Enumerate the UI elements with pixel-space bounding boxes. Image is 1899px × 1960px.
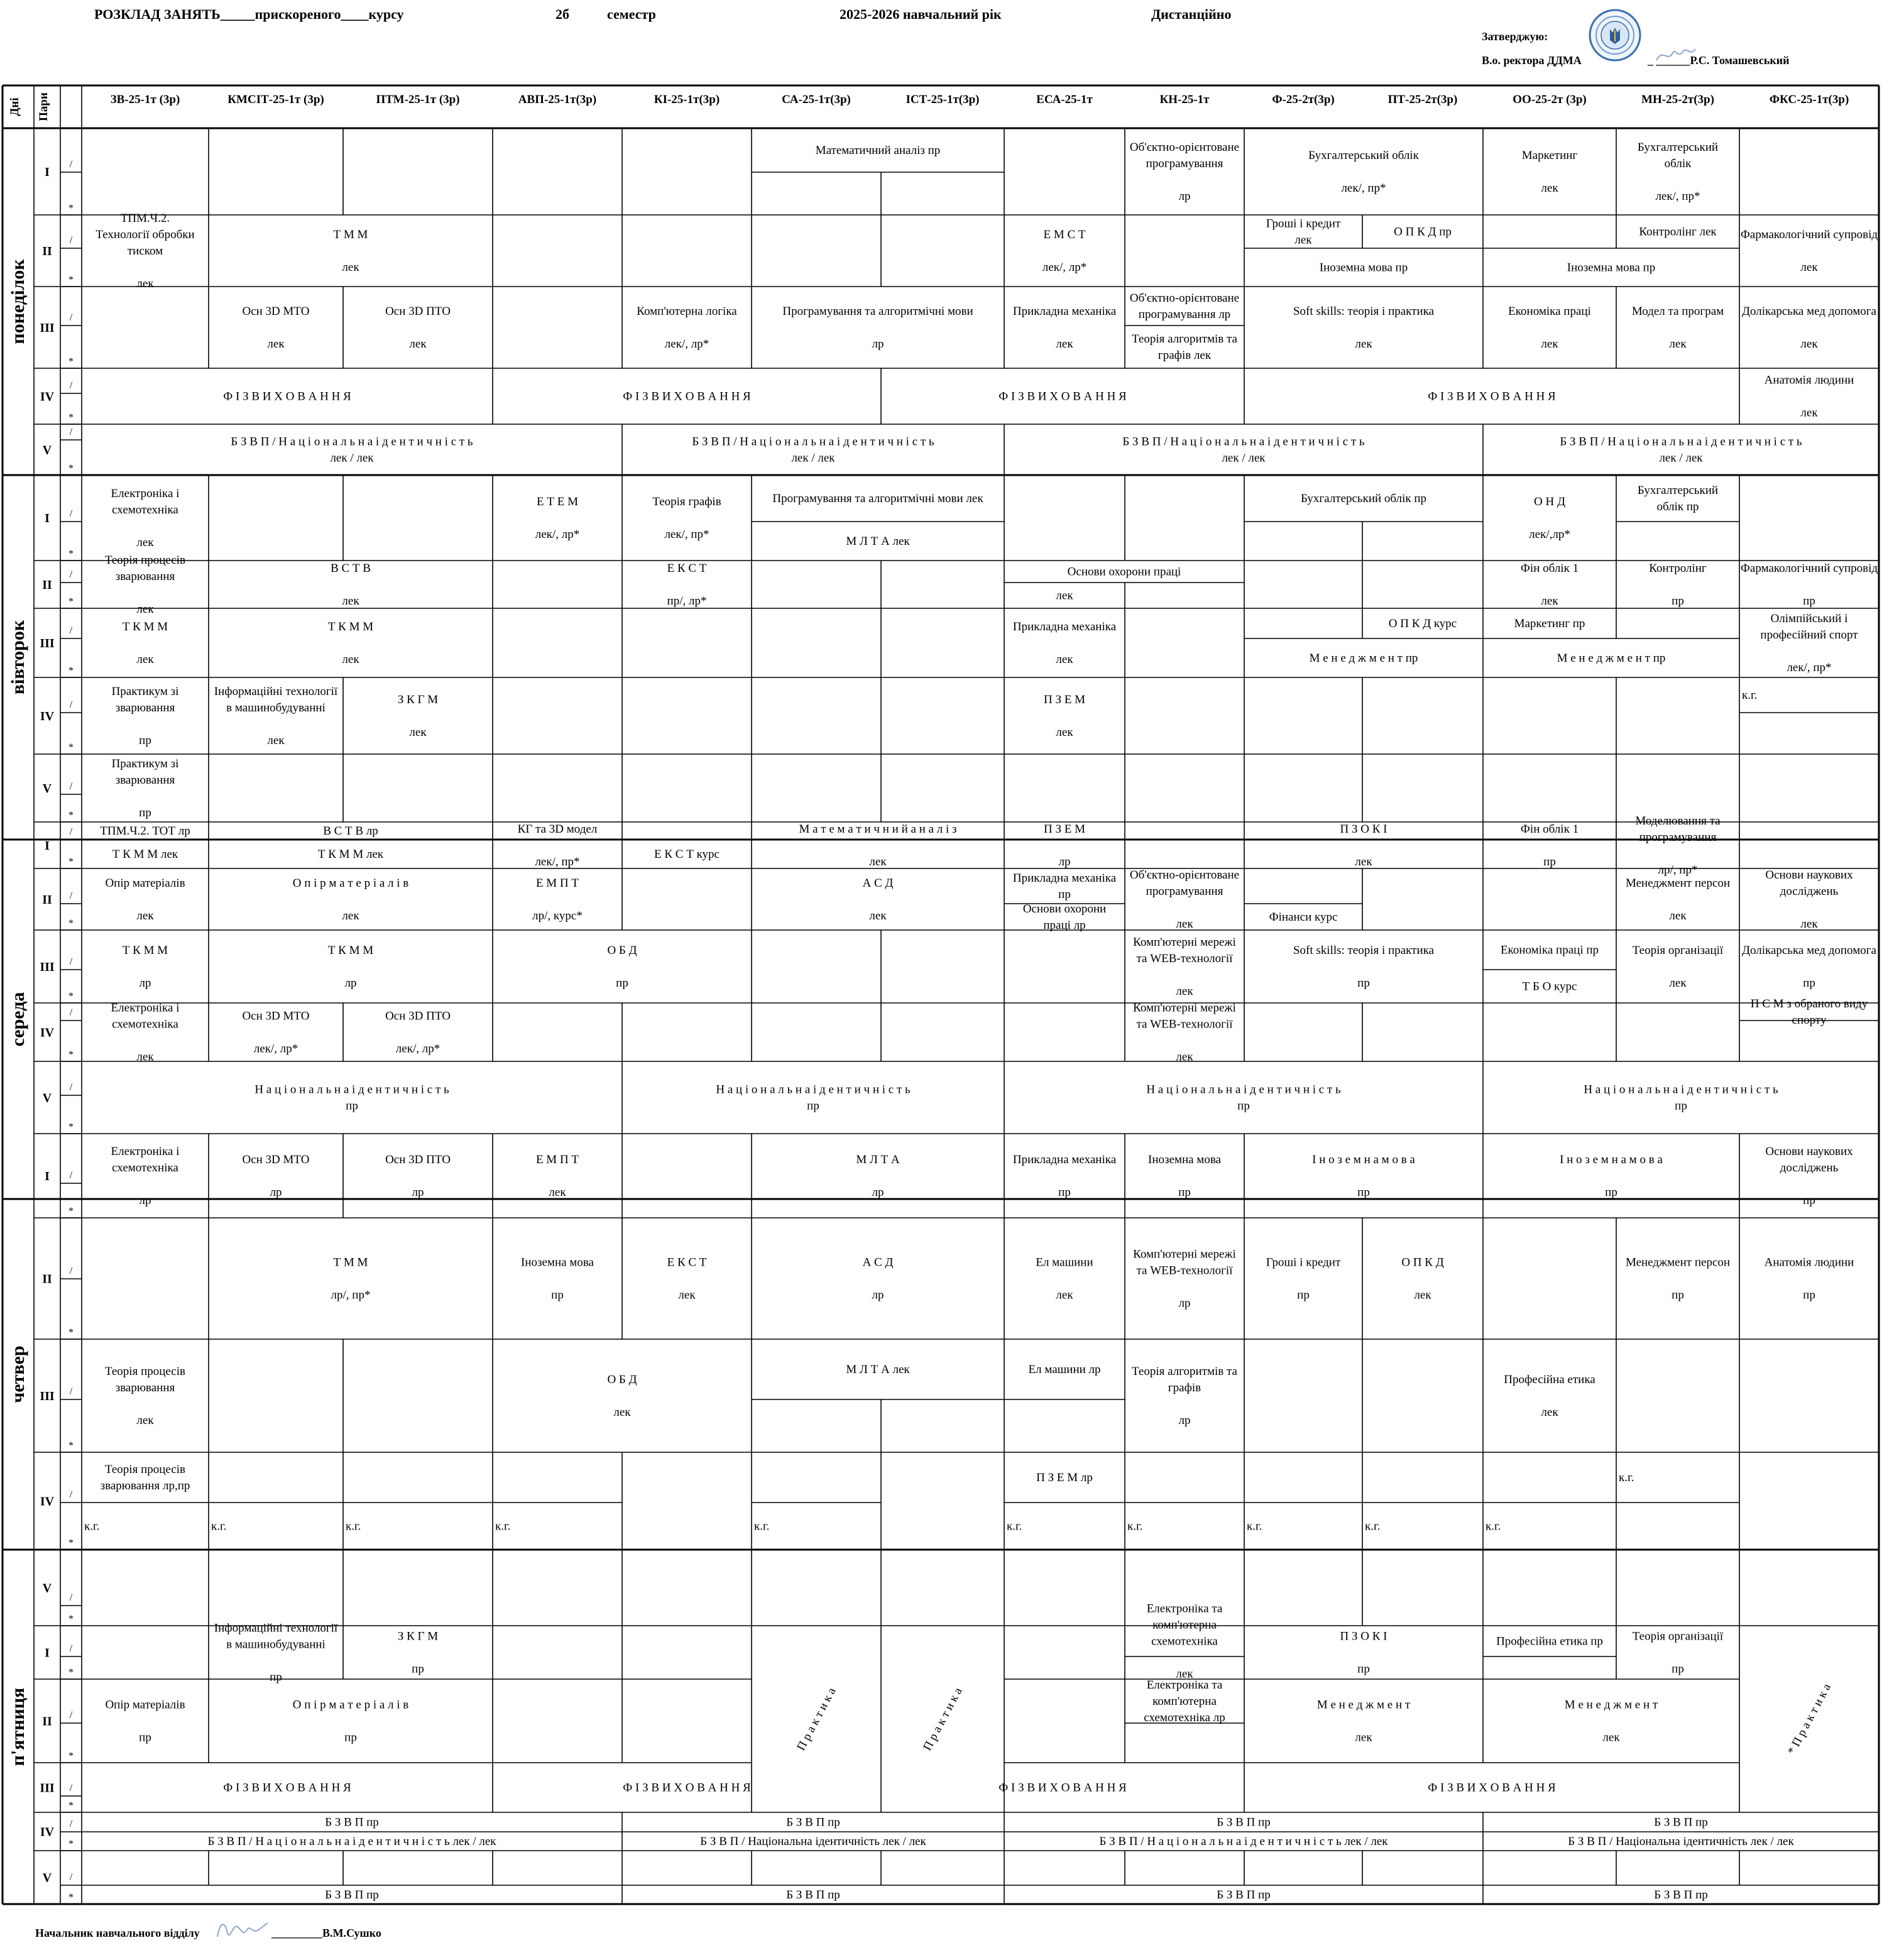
class-entry: М е н е д ж м е н т пр xyxy=(1309,652,1418,665)
week-mark-even: * xyxy=(68,1049,74,1060)
class-entry: Професійна етика пр xyxy=(1496,1634,1603,1648)
class-entry: Т К М М лек xyxy=(327,620,374,666)
class-entry: Б З В П / Н а ц і о н а л ь н а і д е н т и ч н і с т ь лек / лек xyxy=(231,435,473,465)
class-entry: Б З В П пр xyxy=(325,1888,379,1902)
class-entry: Електроніка і схемотехніка лр xyxy=(111,1145,180,1207)
footer-name: _________В.М.Сушко xyxy=(271,1927,381,1939)
class-entry: * П р а к т и к а xyxy=(1785,1681,1834,1757)
week-mark-even: * xyxy=(68,412,74,423)
class-entry: Б З В П / Н а ц і о н а л ь н а і д е н т и ч н і с т ь лек / лек xyxy=(1560,435,1802,465)
group-header: Ф-25-2т(3р) xyxy=(1272,93,1335,106)
study-mode: Дистанційно xyxy=(1151,6,1232,22)
class-entry: к.г. xyxy=(1365,1519,1381,1533)
pair-number: III xyxy=(40,321,55,335)
class-entry: к.г. xyxy=(1007,1519,1022,1533)
class-entry: к.г. xyxy=(211,1519,227,1533)
group-header: КІ-25-1т(3р) xyxy=(654,93,720,106)
week-mark-odd: / xyxy=(69,569,73,580)
class-entry: Ф І З В И Х О В А Н Н Я xyxy=(223,390,351,403)
pair-number: II xyxy=(42,1272,52,1286)
pair-number: IV xyxy=(40,709,55,723)
class-entry: Основи наукових досліджень пр xyxy=(1765,1145,1853,1207)
class-entry: Б З В П / Національна ідентичність лек / лек xyxy=(700,1835,926,1848)
class-entry: Іноземна мова пр xyxy=(1567,261,1656,275)
week-mark-odd: / xyxy=(69,781,73,792)
week-mark-odd: / xyxy=(69,380,73,391)
class-entry: Комп'ютерна логіка лек/, лр* xyxy=(637,305,737,351)
week-mark-even: * xyxy=(68,203,74,214)
class-entry: Н а ц і о н а л ь н а і д е н т и ч н і с т ь пр xyxy=(1146,1083,1341,1113)
class-entry: Е К С Т лек xyxy=(667,1256,707,1302)
week-mark-odd: / xyxy=(69,1386,73,1397)
class-entry: Анатомія людини пр xyxy=(1764,1256,1854,1302)
class-entry: Т К М М лр xyxy=(122,944,168,990)
group-header: ОО-25-2т (3р) xyxy=(1513,93,1587,106)
approval-label: Затверджую: xyxy=(1482,30,1548,43)
class-entry: Б З В П / Н а ц і о н а л ь н а і д е н т и ч н і с т ь лек / лек xyxy=(207,1835,496,1848)
class-entry: Модел та програм лек xyxy=(1631,305,1724,351)
class-entry: П З О К І пр xyxy=(1340,1629,1387,1676)
group-header: СА-25-1т(3р) xyxy=(782,93,851,106)
class-entry: Електроніка та комп'ютерна схемотехніка лр xyxy=(1144,1678,1225,1724)
class-entry: Т М М лек xyxy=(333,228,368,274)
class-entry: Електроніка і схемотехніка лек xyxy=(111,1001,180,1064)
pair-number: III xyxy=(40,637,55,650)
week-mark-odd: / xyxy=(69,312,73,323)
pair-number: V xyxy=(42,1091,52,1105)
class-entry: О Б Д пр xyxy=(607,944,637,990)
week-mark-even: * xyxy=(68,918,74,929)
class-entry: Теорія процесів зварювання лр,пр xyxy=(100,1463,190,1492)
rector-name: _ ______Р.С. Томашевський xyxy=(1648,54,1790,67)
pair-number: IV xyxy=(40,1026,55,1040)
week-mark-even: * xyxy=(68,665,74,676)
group-header: КМСІТ-25-1т (3р) xyxy=(227,93,324,106)
week-mark-even: * xyxy=(68,549,74,559)
class-entry: П р а к т и к а xyxy=(794,1685,839,1753)
class-entry: О Б Д лек xyxy=(607,1373,637,1419)
class-entry: Об'єктно-орієнтоване програмування лр xyxy=(1129,292,1240,321)
class-entry: Б З В П / Національна ідентичність лек / лек xyxy=(1568,1835,1794,1848)
class-entry: Фармакологічний супровід лек xyxy=(1740,228,1878,274)
class-entry: П С М з обраного виду спорту xyxy=(1750,997,1868,1027)
class-entry: П З Е М лр xyxy=(1036,1471,1093,1484)
week-mark-even: * xyxy=(68,1327,74,1338)
class-entry: Е М П Т лр/, курс* xyxy=(532,877,583,923)
class-entry: О П К Д курс xyxy=(1388,617,1457,630)
class-entry: М е н е д ж м е н т пр xyxy=(1557,652,1666,665)
week-mark-odd: / xyxy=(69,1489,73,1500)
class-entry: Ф І З В И Х О В А Н Н Я xyxy=(1428,390,1556,403)
class-entry: Ф І З В И Х О В А Н Н Я xyxy=(223,1781,351,1795)
class-entry: А С Д лр xyxy=(862,1256,894,1302)
class-entry: к.г. xyxy=(84,1519,100,1533)
week-mark-even: * xyxy=(68,1206,74,1217)
class-entry: Б З В П пр xyxy=(1654,1815,1708,1829)
pair-number: IV xyxy=(40,1494,55,1509)
class-entry: З К Г М пр xyxy=(397,1629,439,1676)
class-entry: Професійна етика лек xyxy=(1504,1373,1595,1419)
class-entry: О П К Д пр xyxy=(1394,225,1452,239)
group-header: ФКС-25-1т(3р) xyxy=(1769,93,1849,106)
class-entry: З К Г М лек xyxy=(397,693,439,739)
class-entry: Ел машини лек xyxy=(1036,1256,1093,1302)
class-entry: Математичний аналіз пр xyxy=(815,144,941,157)
group-header: КН-25-1т xyxy=(1159,93,1210,106)
day-label: четвер xyxy=(8,1345,28,1403)
week-mark-odd: / xyxy=(69,159,73,170)
class-entry: Осн 3D ПТО лек/, лр* xyxy=(385,1009,451,1056)
class-entry: Опір матеріалів пр xyxy=(105,1698,185,1744)
class-entry: І н о з е м н а м о в а пр xyxy=(1560,1153,1663,1199)
class-entry: Гроші і кредит лек xyxy=(1266,217,1341,247)
class-entry: Бухгалтерський облік пр xyxy=(1300,492,1427,505)
class-entry: Анатомія людини лек xyxy=(1764,373,1854,420)
pair-number: I xyxy=(45,1169,50,1183)
week-mark-odd: / xyxy=(69,1170,73,1181)
week-mark-even: * xyxy=(68,1122,74,1132)
class-entry: Е К С Т курс xyxy=(654,848,720,861)
week-mark-even: * xyxy=(68,1892,74,1903)
class-entry: Б З В П пр xyxy=(1654,1888,1708,1902)
week-mark-odd: / xyxy=(69,1082,73,1093)
week-mark-odd: / xyxy=(69,826,73,837)
day-label: понеділок xyxy=(8,259,28,344)
class-entry: Програмування та алгоритмічні мови лек xyxy=(772,492,983,505)
class-entry: Прикладна механіка пр xyxy=(1012,872,1117,901)
class-entry: Маркетинг пр xyxy=(1514,617,1585,630)
pair-number: II xyxy=(42,893,52,907)
class-entry: Н а ц і о н а л ь н а і д е н т и ч н і с т ь пр xyxy=(254,1083,449,1113)
class-entry: О П К Д лек xyxy=(1401,1256,1444,1302)
class-entry: Фармакологічний супровід пр xyxy=(1740,562,1878,608)
week-mark-odd: / xyxy=(69,1819,73,1829)
class-entry: Soft skills: теорія і практика лек xyxy=(1293,305,1435,351)
class-entry: к.г. xyxy=(1742,689,1758,702)
semester-label: семестр xyxy=(607,6,656,22)
class-entry: П З Е М лек xyxy=(1044,693,1085,739)
group-header: ІСТ-25-1т(3р) xyxy=(906,93,980,106)
rector-title: В.о. ректора ДДМА xyxy=(1482,54,1582,67)
class-entry: Е К С Т пр/, лр* xyxy=(667,562,707,608)
day-label: вівторок xyxy=(8,620,28,695)
class-entry: І н о з е м н а м о в а пр xyxy=(1312,1153,1415,1199)
class-entry: Осн 3D ПТО лр xyxy=(385,1153,451,1199)
class-entry: М Л Т А лек xyxy=(846,535,910,548)
week-mark-odd: / xyxy=(69,1643,73,1654)
pairs-header: Пари xyxy=(37,92,50,121)
class-entry: Долікарська мед допомога лек xyxy=(1742,305,1876,351)
schedule-title: РОЗКЛАД ЗАНЯТЬ_____прискореного____курсу xyxy=(94,6,404,22)
class-entry: Економіка праці пр xyxy=(1500,943,1599,957)
class-entry: Економіка праці лек xyxy=(1508,305,1591,351)
class-entry: Програмування та алгоритмічні мови лр xyxy=(782,305,973,351)
class-entry: В С Т В лек xyxy=(331,562,371,608)
week-mark-even: * xyxy=(68,596,74,607)
class-entry: Гроші і кредит пр xyxy=(1266,1256,1341,1302)
class-entry: Т К М М лек xyxy=(317,848,384,861)
pair-number: V xyxy=(42,443,52,457)
class-entry: Прикладна механіка лек xyxy=(1012,620,1117,666)
pair-number: IV xyxy=(40,1825,55,1839)
footer-label: Начальник навчального відділу xyxy=(35,1927,200,1939)
class-entry: Осн 3D МТО лр xyxy=(242,1153,310,1199)
class-entry: Прикладна механіка лек xyxy=(1012,305,1117,351)
week-mark-even: * xyxy=(68,991,74,1002)
class-entry: Ф І З В И Х О В А Н Н Я xyxy=(1428,1781,1556,1795)
week-mark-odd: / xyxy=(69,956,73,967)
class-entry: Т К М М лек xyxy=(122,620,168,666)
class-entry: Олімпійський і професійний спорт лек/, пр* xyxy=(1760,612,1858,674)
class-entry: Іноземна мова пр xyxy=(1319,261,1408,275)
week-mark-odd: / xyxy=(69,508,73,519)
week-mark-even: * xyxy=(68,857,74,867)
week-mark-even: * xyxy=(68,810,74,821)
days-header: Дні xyxy=(8,97,21,116)
pair-number: II xyxy=(42,1714,52,1729)
class-entry: М а т е м а т и ч н и й а н а л і з лек xyxy=(799,823,957,868)
class-entry: к.г. xyxy=(495,1519,511,1533)
class-entry: Ф І З В И Х О В А Н Н Я xyxy=(999,390,1127,403)
class-entry: Моделювання та програмування лр/, пр* xyxy=(1635,814,1721,877)
class-entry: Іноземна мова пр xyxy=(1148,1153,1221,1199)
class-entry: Теорія процесів зварювання лек xyxy=(104,1365,186,1427)
group-header: ПТМ-25-1т (3р) xyxy=(376,93,460,106)
week-mark-even: * xyxy=(68,1538,74,1548)
class-entry: В С Т В лр xyxy=(323,824,378,838)
class-entry: Практикум зі зварювання пр xyxy=(111,757,179,819)
class-entry: М Л Т А лр xyxy=(856,1153,900,1199)
class-entry: Е Т Е М лек/, лр* xyxy=(535,495,580,541)
class-entry: Б З В П / Н а ц і о н а л ь н а і д е н т и ч н і с т ь лек / лек xyxy=(1099,1835,1388,1848)
class-entry: Інформаційні технології в машинобудуванні лек xyxy=(214,685,338,747)
class-entry: Комп'ютерні мережі та WEB-технології лек xyxy=(1133,936,1236,998)
class-entry: Soft skills: теорія і практика пр xyxy=(1293,944,1435,990)
week-mark-odd: / xyxy=(69,427,73,437)
class-entry: Інформаційні технології в машинобудуванні пр xyxy=(214,1621,338,1684)
class-entry: Б З В П пр xyxy=(1217,1888,1271,1902)
class-entry: Т К М М лр xyxy=(327,944,374,990)
pair-number: V xyxy=(42,1871,52,1885)
day-label: п'ятниця xyxy=(8,1687,28,1766)
week-mark-odd: / xyxy=(69,1007,73,1018)
class-entry: Опір матеріалів лек xyxy=(105,877,185,923)
class-entry: к.г. xyxy=(754,1519,770,1533)
group-header: ЕСА-25-1т xyxy=(1036,93,1093,106)
class-entry: Іноземна мова пр xyxy=(521,1256,594,1302)
class-entry: Бухгалтерський облік пр xyxy=(1637,484,1719,513)
pair-number: IV xyxy=(40,390,55,404)
class-entry: Менеджмент персон пр xyxy=(1625,1256,1731,1302)
class-entry: Долікарська мед допомога пр xyxy=(1742,944,1876,990)
head-signature-icon xyxy=(214,1914,270,1943)
class-entry: Т М М лр/, пр* xyxy=(331,1256,371,1302)
class-entry: П З Е М лр xyxy=(1044,823,1085,868)
class-entry: Комп'ютерні мережі та WEB-технології лр xyxy=(1133,1247,1236,1310)
class-entry: Основи охорони праці лр xyxy=(1022,902,1107,932)
class-entry: Теорія алгоритмів та графів лр xyxy=(1132,1365,1237,1427)
pair-number: II xyxy=(42,578,52,592)
week-mark-even: * xyxy=(68,1614,74,1624)
class-entry: Осн 3D МТО лек xyxy=(242,305,310,351)
class-entry: Б З В П пр xyxy=(1217,1815,1271,1829)
pair-number: I xyxy=(45,512,50,525)
week-mark-even: * xyxy=(68,1800,74,1811)
class-entry: Ф І З В И Х О В А Н Н Я xyxy=(999,1781,1127,1795)
class-entry: Електроніка і схемотехніка лек xyxy=(111,487,180,549)
class-entry: Електроніка та комп'ютерна схемотехніка лек xyxy=(1146,1602,1223,1681)
class-entry: Б З В П / Н а ц і о н а л ь н а і д е н т и ч н і с т ь лек / лек xyxy=(1122,435,1365,465)
class-entry: Н а ц і о н а л ь н а і д е н т и ч н і с т ь пр xyxy=(1584,1083,1778,1113)
pair-number: I xyxy=(45,839,50,853)
group-header: ЗВ-25-1т (3р) xyxy=(110,93,180,106)
class-entry: Бухгалтерський облік лек/, пр* xyxy=(1308,149,1419,195)
class-entry: Е М П Т лек xyxy=(535,1153,579,1199)
week-mark-even: * xyxy=(68,1839,74,1849)
week-mark-even: * xyxy=(68,1751,74,1761)
week-mark-even: * xyxy=(68,742,74,753)
week-mark-odd: / xyxy=(69,699,73,710)
pair-number: III xyxy=(40,1781,55,1795)
class-entry: Б З В П / Н а ц і о н а л ь н а і д е н т и ч н і с т ь лек / лек xyxy=(692,435,934,465)
pair-number: I xyxy=(45,165,50,179)
academic-year: 2025-2026 навчальний рік xyxy=(840,6,1002,22)
class-entry: Контролінг лек xyxy=(1639,225,1717,239)
class-entry: О Н Д лек/,лр* xyxy=(1529,495,1570,541)
pair-number: V xyxy=(42,782,52,796)
class-entry: Комп'ютерні мережі та WEB-технології лек xyxy=(1133,1001,1236,1064)
class-entry: Менеджмент персон лек xyxy=(1625,877,1731,923)
pair-number: I xyxy=(45,1646,50,1660)
class-entry: к.г. xyxy=(1619,1471,1634,1484)
class-entry: Ф І З В И Х О В А Н Н Я xyxy=(623,1781,751,1795)
week-mark-odd: / xyxy=(69,1872,73,1883)
semester-number: 2б xyxy=(555,6,569,22)
class-entry: Теорія графів лек/, пр* xyxy=(652,495,721,541)
class-entry: Теорія організації пр xyxy=(1632,1629,1724,1676)
class-entry: к.г. xyxy=(1486,1519,1501,1533)
week-mark-odd: / xyxy=(69,1592,73,1603)
class-entry: ТПМ.Ч.2. Технології обробки тиском лек xyxy=(96,212,195,290)
week-mark-even: * xyxy=(68,463,74,474)
week-mark-odd: / xyxy=(69,1266,73,1276)
class-entry: О п і р м а т е р і а л і в лек xyxy=(292,877,409,923)
pair-number: III xyxy=(40,960,55,974)
class-entry: КГ та 3D модел лек/, пр* xyxy=(517,823,598,868)
week-mark-odd: / xyxy=(69,1710,73,1721)
week-mark-odd: / xyxy=(69,625,73,636)
class-entry: к.г. xyxy=(1247,1519,1262,1533)
class-entry: Б З В П пр xyxy=(786,1815,840,1829)
class-entry: Контролінг пр xyxy=(1649,562,1707,608)
class-entry: к.г. xyxy=(346,1519,361,1533)
class-entry: Т К М М лек xyxy=(112,848,178,861)
class-entry: Теорія алгоритмів та графів лек xyxy=(1132,332,1237,362)
class-entry: Маркетинг лек xyxy=(1521,149,1578,195)
group-header: АВП-25-1т(3р) xyxy=(518,93,597,106)
class-entry: Осн 3D МТО лек/, лр* xyxy=(242,1009,310,1056)
class-entry: Фін облік 1 лек xyxy=(1520,562,1579,608)
class-entry: Е М С Т лек/, лр* xyxy=(1042,228,1087,274)
class-entry: М е н е д ж м е н т лек xyxy=(1564,1698,1658,1744)
class-entry: А С Д лек xyxy=(862,877,894,923)
pair-number: II xyxy=(42,244,52,258)
class-entry: лек xyxy=(1056,589,1073,603)
class-entry: Фін облік 1 пр xyxy=(1520,823,1579,868)
class-entry: М е н е д ж м е н т лек xyxy=(1316,1698,1411,1744)
class-entry: Теорія організації лек xyxy=(1632,944,1724,990)
week-mark-odd: / xyxy=(69,1783,73,1793)
day-label: середа xyxy=(8,992,28,1047)
class-entry: Н а ц і о н а л ь н а і д е н т и ч н і с т ь пр xyxy=(716,1083,911,1113)
class-entry: Практикум зі зварювання пр xyxy=(111,685,179,747)
class-entry: Т Б О курс xyxy=(1522,980,1577,994)
group-header: МН-25-2т(3р) xyxy=(1641,93,1714,106)
class-entry: Б З В П пр xyxy=(786,1888,840,1902)
class-entry: Теорія процесів зварювання лек xyxy=(104,554,186,616)
pair-number: V xyxy=(42,1581,52,1596)
class-entry: Основи охорони праці xyxy=(1067,565,1181,579)
class-entry: М Л Т А лек xyxy=(846,1363,910,1376)
week-mark-even: * xyxy=(68,356,74,367)
class-entry: к.г. xyxy=(1127,1519,1143,1533)
week-mark-even: * xyxy=(68,1667,74,1678)
class-entry: Бухгалтерський облік лек/, пр* xyxy=(1637,141,1719,203)
pair-number: III xyxy=(40,1389,55,1403)
class-entry: Основи наукових досліджень лек xyxy=(1765,868,1853,931)
week-mark-odd: / xyxy=(69,235,73,246)
class-entry: Б З В П пр xyxy=(325,1815,379,1829)
class-entry: Прикладна механіка пр xyxy=(1012,1153,1117,1199)
week-mark-odd: / xyxy=(69,890,73,901)
class-entry: О п і р м а т е р і а л і в пр xyxy=(292,1698,409,1744)
class-entry: Об'єктно-орієнтоване програмування лек xyxy=(1129,868,1240,931)
class-entry: П р а к т и к а xyxy=(921,1685,965,1753)
class-entry: Ф І З В И Х О В А Н Н Я xyxy=(623,390,751,403)
class-entry: Осн 3D ПТО лек xyxy=(385,305,451,351)
class-entry: Об'єктно-орієнтоване програмування лр xyxy=(1129,141,1240,203)
week-mark-even: * xyxy=(68,275,74,285)
group-header: ПТ-25-2т(3р) xyxy=(1387,93,1458,106)
class-entry: Ел машини лр xyxy=(1028,1363,1101,1376)
class-entry: Фінанси курс xyxy=(1269,911,1338,924)
class-entry: П З О К І лек xyxy=(1340,823,1387,868)
class-entry: ТПМ.Ч.2. ТОТ лр xyxy=(100,824,190,838)
week-mark-even: * xyxy=(68,1440,74,1451)
